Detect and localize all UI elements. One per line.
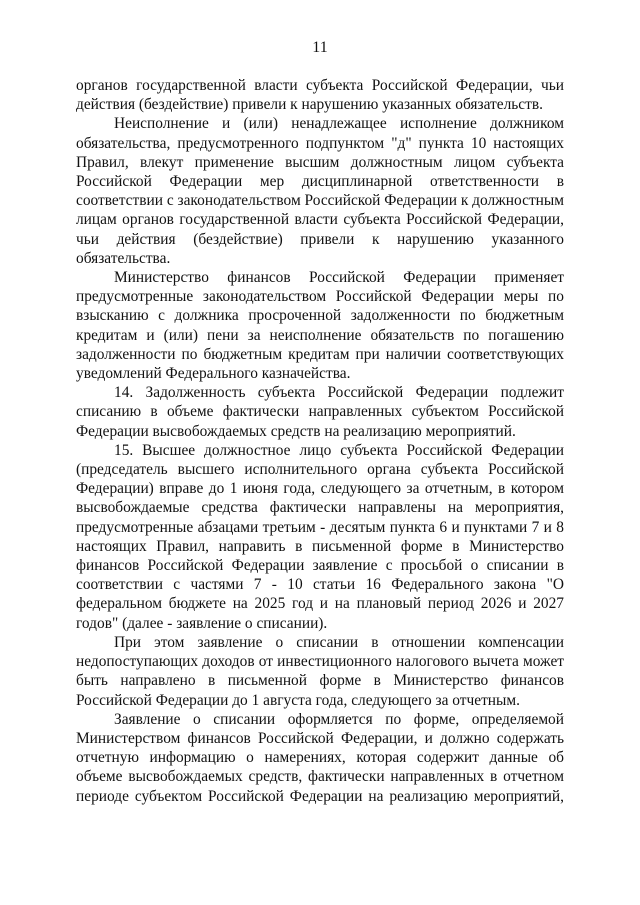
paragraph-continuation: органов государственной власти субъекта Российской Федерации, чьи действия (бездействие) привели к нарушению указанных обязательств. [76,77,564,114]
paragraph-application-form: Заявление о списании оформляется по форме, определяемой Министерством финансов Российской Федерации, и должно содержать отчетную информацию о намерениях, которая содержит данные об объеме высвобождаемых средств, фактически направленных в отчетном периоде субъектом Российской Федерации на реализацию мероприятий, [76,710,564,805]
paragraph-tax-deduction: При этом заявление о списании в отношении компенсации недопоступающих доходов от инвестиционного налогового вычета может быть направлено в письменной форме в Министерство финансов Российской Федерации до 1 августа года, следующего за отчетным. [76,633,564,709]
paragraph-item-15: 15. Высшее должностное лицо субъекта Российской Федерации (председатель высшего исполнительного органа субъекта Российской Федерации) вправе до 1 июня года, следующего за отчетным, в котором высвобождаемые средства фактически направлены на мероприятия, предусмотренные абзацами третьим - десятым пункта 6 и пунктами 7 и 8 настоящих Правил, направить в письменной форме в Министерство финансов Российской Федерации заявление с просьбой о списании в соответствии с частями 7 - 10 статьи 16 Федерального закона "О федеральном бюджете на 2025 год и на плановый период 2026 и 2027 годов" (далее - заявление о списании). [76,441,564,632]
document-body [76,76,564,806]
paragraph-item-14: 14. Задолженность субъекта Российской Федерации подлежит списанию в объеме фактически направленных субъектом Российской Федерации высвобождаемых средств на реализацию мероприятий. [76,384,564,440]
paragraph-nonfulfillment: Неисполнение и (или) ненадлежащее исполнение должником обязательства, предусмотренного подпунктом "д" пункта 10 настоящих Правил, влекут применение высшим должностным лицом субъекта Российской Федерации мер дисциплинарной ответственности в соответствии с законодательством Российской Федерации к должностным лицам органов государственной власти субъекта Российской Федерации, чьи действия (бездействие) привели к нарушению указанного обязательства. [76,115,564,267]
paragraph-ministry-measures: Министерство финансов Российской Федерации применяет предусмотренные законодательством Российской Федерации меры по взысканию с должника просроченной задолженности по бюджетным кредитам и (или) пени за неисполнение обязательств по погашению задолженности по бюджетным кредитам при наличии соответствующих уведомлений Федерального казначейства. [76,269,564,383]
page-number: 11 [312,39,328,56]
